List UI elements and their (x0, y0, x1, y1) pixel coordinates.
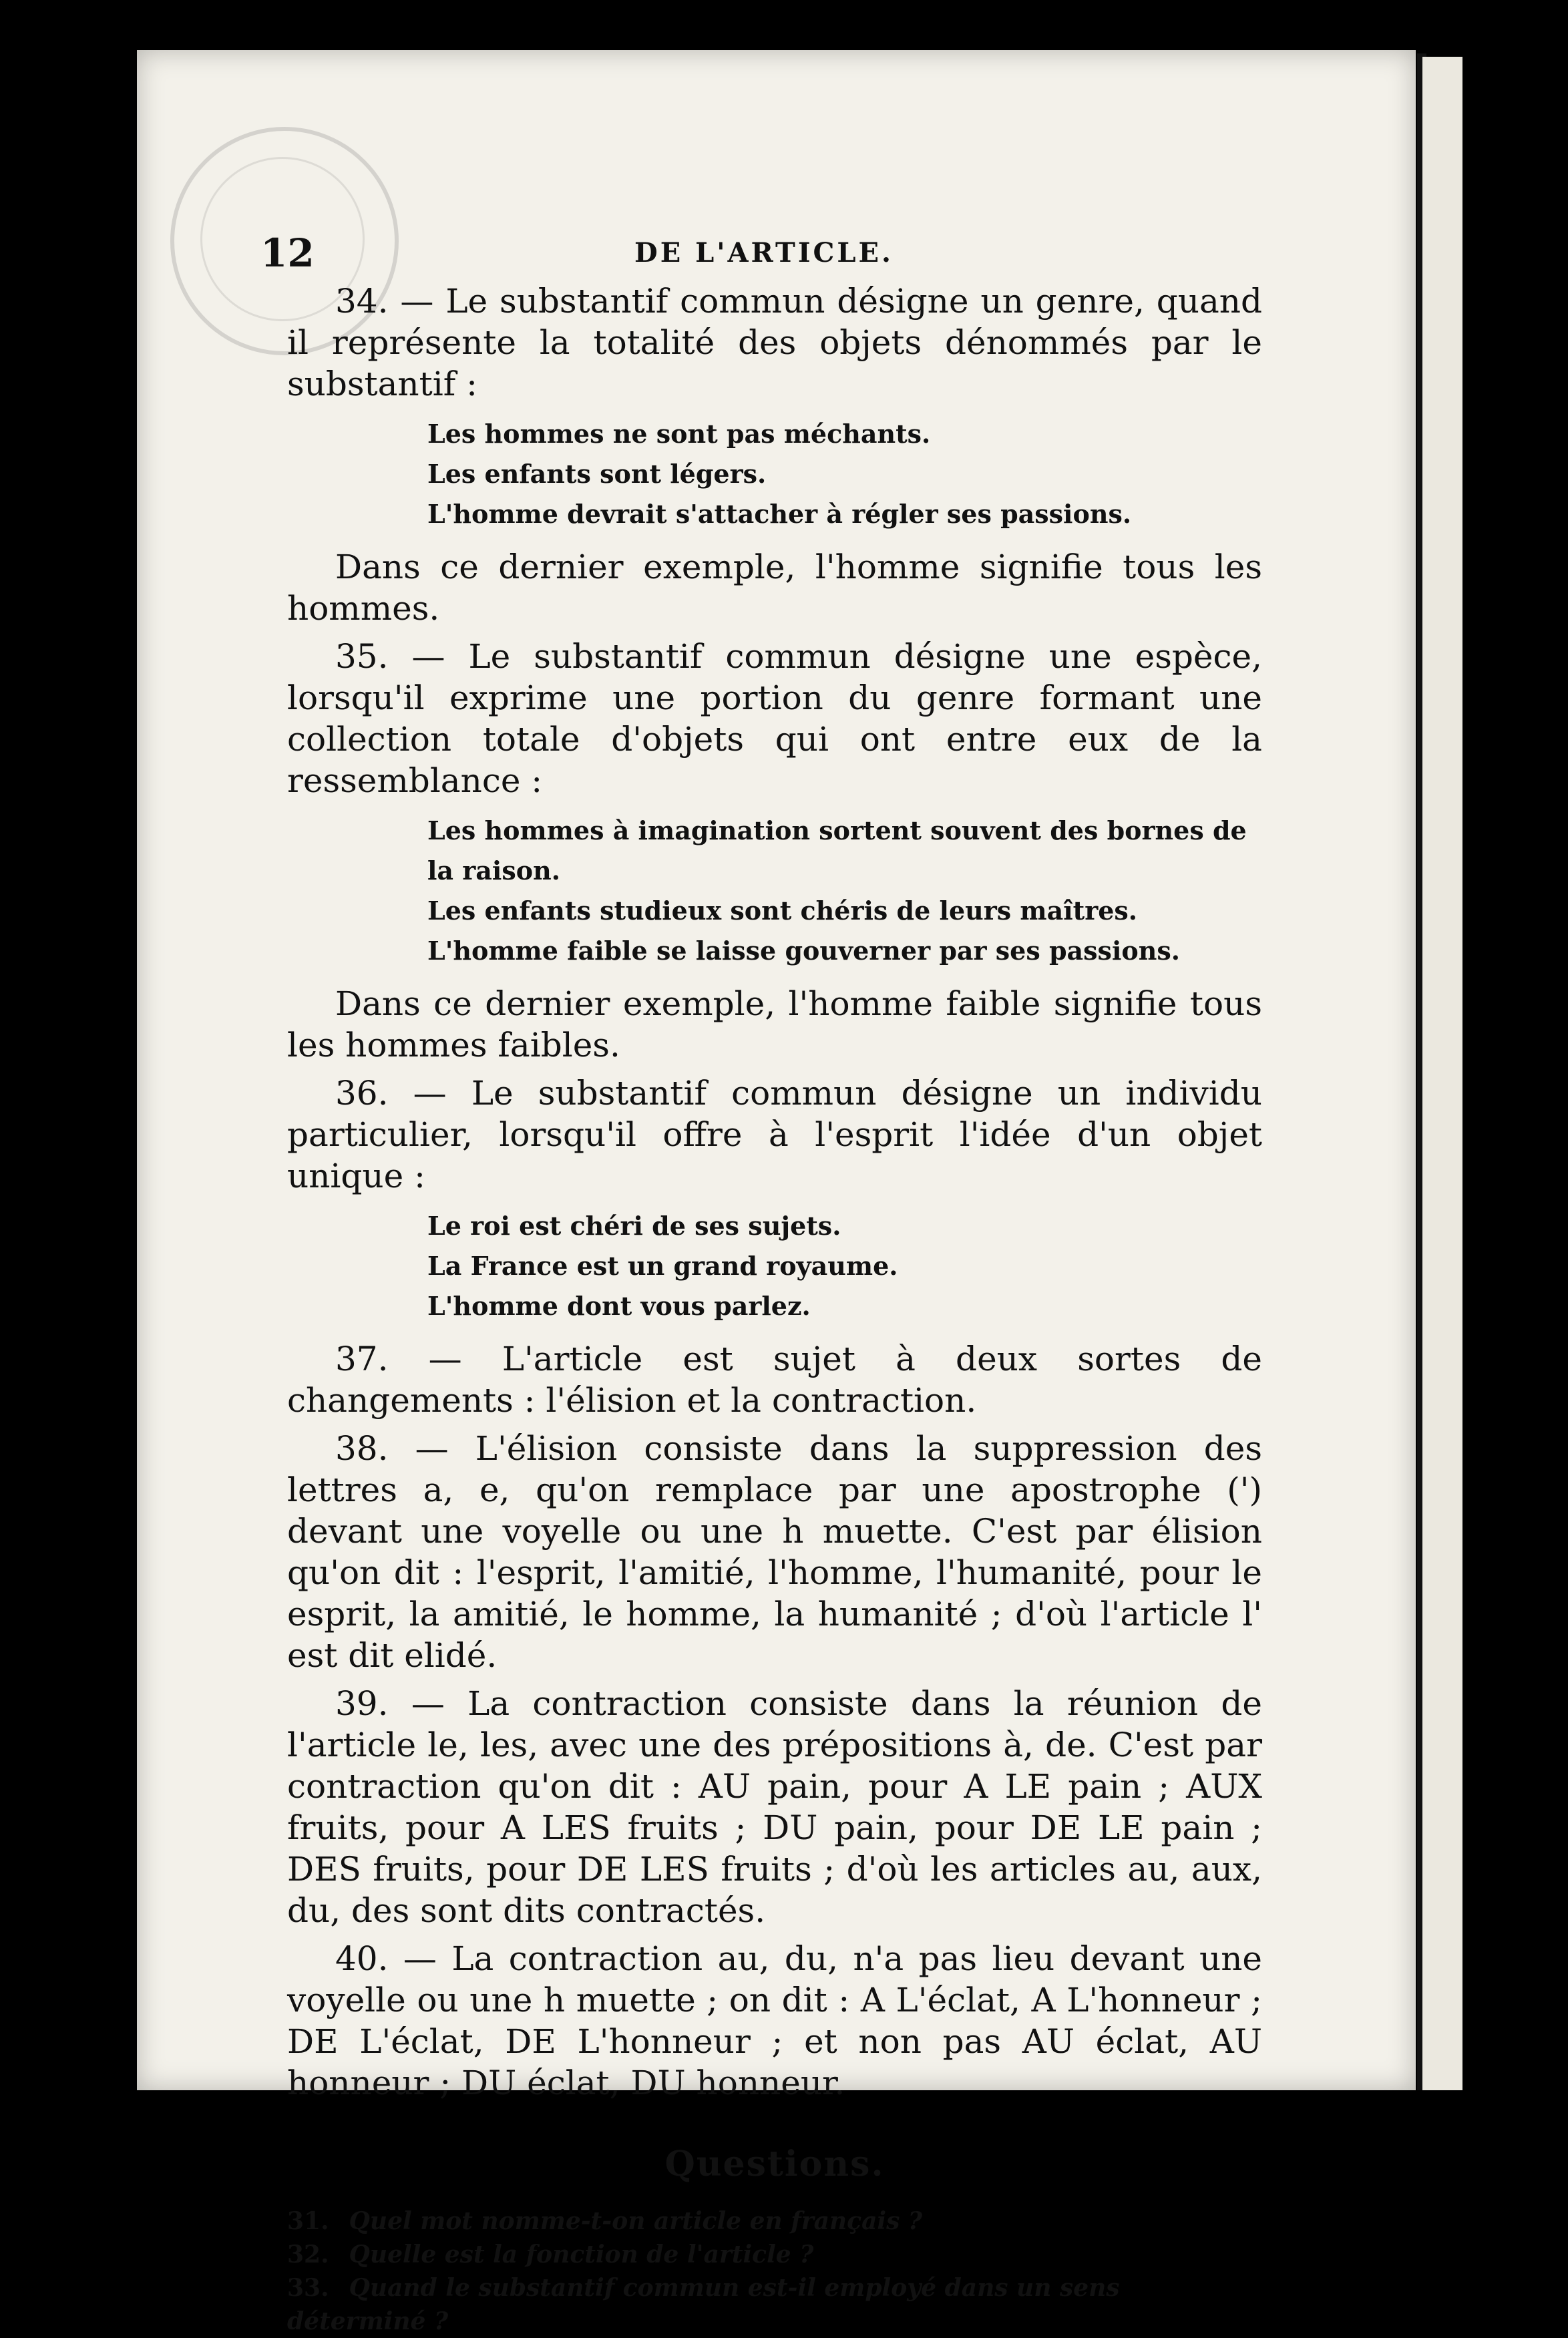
examples-35 (427, 811, 1262, 971)
paragraph-34-note: Dans ce dernier exemple, l'homme signifie tous les hommes. (287, 548, 1262, 628)
facing-page-edge (1422, 57, 1462, 2090)
paragraph-35-note: Dans ce dernier exemple, l'homme faible signifie tous les hommes faibles. (287, 984, 1262, 1064)
questions-title: Questions. (664, 2144, 885, 2184)
question-text: Quelle est la fonction de l'article ? (349, 2240, 814, 2269)
example-line: Les hommes ne sont pas méchants. (427, 419, 931, 449)
paragraph-38: 38. — L'élision consiste dans la suppression des lettres a, e, qu'on remplace par une apostrophe (') devant une voyelle ou une h muette. C'est par élision qu'on dit : l'esprit, l'amitié, l'homme, l'humanité, pour le esprit, la amitié, le homme, la humanité ; d'où l'article l' est dit elidé. (287, 1429, 1262, 1675)
example-line: Le roi est chéri de ses sujets. (427, 1211, 841, 1241)
paragraph-36: 36. — Le substantif commun désigne un individu particulier, lorsqu'il offre à l'esprit l'idée d'un objet unique : (287, 1074, 1262, 1195)
example-line: Les hommes à imagination sortent souvent des bornes de la raison. (427, 815, 1247, 886)
question-text: Quand le substantif commun est-il employé dans un sens déterminé ? (287, 2274, 1120, 2335)
running-head: DE L'ARTICLE. (634, 237, 894, 268)
question-number: 31. (287, 2207, 329, 2235)
question-text: Quel mot nomme-t-on article en français ? (349, 2207, 922, 2235)
paragraph-34: 34. — Le substantif commun désigne un genre, quand il représente la totalité des objets dénommés par le substantif : (287, 282, 1262, 403)
paragraph-35: 35. — Le substantif commun désigne une espèce, lorsqu'il exprime une portion du genre formant une collection totale d'objets qui ont entre eux de la ressemblance : (287, 637, 1262, 800)
question-item (287, 2271, 1262, 2338)
page-content (260, 230, 1262, 2338)
question-item (287, 2238, 1262, 2271)
example-line: Les enfants sont légers. (427, 459, 767, 489)
example-line: Les enfants studieux sont chéris de leurs maîtres. (427, 896, 1138, 926)
question-number: 32. (287, 2240, 329, 2269)
paragraph-37: 37. — L'article est sujet à deux sortes de changements : l'élision et la contraction. (287, 1340, 1262, 1420)
examples-34 (427, 414, 1262, 534)
question-number: 33. (287, 2274, 329, 2302)
paragraph-40: 40. — La contraction au, du, n'a pas lieu devant une voyelle ou une h muette ; on dit : A L'éclat, A L'honneur ; DE L'éclat, DE L'honneur ; et non pas AU éclat, AU honneur ; DU éclat, DU honneur. (287, 1939, 1262, 2102)
example-line: L'homme devrait s'attacher à régler ses passions. (427, 499, 1132, 529)
example-line: L'homme dont vous parlez. (427, 1291, 811, 1321)
page-number: 12 (260, 230, 315, 276)
examples-36 (427, 1206, 1262, 1326)
questions-list (287, 2204, 1262, 2338)
paragraph-39: 39. — La contraction consiste dans la réunion de l'article le, les, avec une des prépositions à, de. C'est par contraction qu'on dit : AU pain, pour A LE pain ; AUX fruits, pour A LES fruits ; DU pain, pour DE LE pain ; DES fruits, pour DE LES fruits ; d'où les articles au, aux, du, des sont dits contractés. (287, 1684, 1262, 1930)
question-item (287, 2204, 1262, 2238)
example-line: La France est un grand royaume. (427, 1251, 898, 1281)
page-header (260, 230, 1262, 280)
example-line: L'homme faible se laisse gouverner par ses passions. (427, 936, 1180, 966)
